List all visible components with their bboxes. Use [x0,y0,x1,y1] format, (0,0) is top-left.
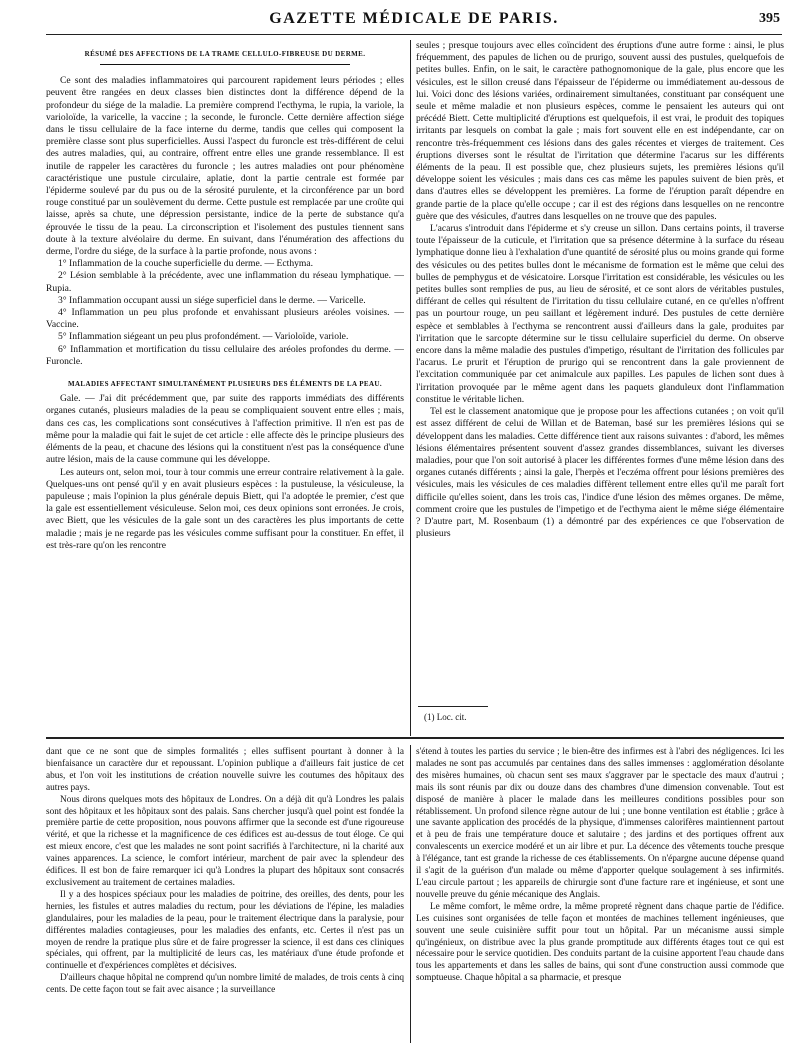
paragraph: dant que ce ne sont que de simples formalités ; elles suffisent pourtant à donner à la bienfaisance un caractère dur et repoussant. L'opinion publique a d'ailleurs fait justice de cet abus, et l'on voit les institutions de création nouvelle suivre les coutumes des hôpitaux des autres pays. [46,747,404,793]
bottom-left-column [46,747,404,1042]
paragraph: seules ; presque toujours avec elles coïncident des éruptions d'une autre forme : ainsi, le plus fréquemment, des papules de lichen ou de prurigo, souvent aussi des pustules, quelquefois de petites bulles. Enfin, on le sait, le caractère pathognomonique de la gale, plus encore que les vésicules, est le sillon creusé dans l'épaisseur de l'épiderme ou immédiatement au-dessous de lui. Voici donc des lésions variées, ordinairement simultanées, constituant par conséquent une seule et même maladie et non plusieurs espèces, comme le pensaient les auteurs qui ont précédé Biett. Cette multiplicité d'éruptions est quelquefois, il est vrai, le produit des topiques irritants par lesquels on combat la gale ; mais fort souvent elle en est indépendante, car on rencontre très-fréquemment ces lésions dans des gales récentes et vierges de traitement. Ces éruptions diverses sont le résultat de l'irritation que détermine l'acarus sur les différents éléments de la peau. Il est possible que, chez plusieurs sujets, les premières lésions qu'il développe soient les vésicules ; mais dans ces cas même les papules suivent de bien près, et dans d'autres elles se développent les premières. La forme de l'éruption paraît dépendre en grande partie de la place qu'elle occupe ; car il est des régions dans lesquelles on ne rencontre guère que des vésicules, d'autres dans lesquelles on ne trouve que des papules. [416,40,784,222]
paragraph: Nous dirons quelques mots des hôpitaux de Londres. On a déjà dit qu'à Londres les palais sont des hôpitaux et les hôpitaux sont des palais. Sans chercher jusqu'à quel point est fondée la première partie de cette proposition, nous pouvons affirmer que la seconde est d'une rigoureuse vérité, et que la richesse et la magnificence de ces édifices est au-dessus de tout éloge. Ce qui est mieux encore, c'est que les malades ne sont point sacrifiés à l'architecture, ni la charité aux vaines apparences. La science, le comfort intérieur, marchent de pair avec la splendeur des édifices. Il est bon de faire remarquer ici qu'à Londres la plupart des hôpitaux sont consacrés exclusivement au traitement de certaines maladies. [46,794,404,888]
paragraph: Il y a des hospices spéciaux pour les maladies de poitrine, des oreilles, des dents, pour les hernies, les fistules et autres maladies du rectum, pour les déviations de l'épine, les maladies glandulaires, pour les maladies de la peau, pour le traitement électrique dans la paralysie, pour différentes maladies contagieuses, pour les maladies des enfants, etc. Certes il n'est pas un moyen de rendre la pratique plus sûre et de faire progresser la science, il est dans ces cliniques spéciales, qui offrent, par la multiplicité de leurs cas, les matériaux d'une étude profonde et continuelle et d'expériences complètes et décisives. [46,889,404,972]
title-underline [100,64,351,65]
page-number: 395 [759,11,780,26]
left-column [46,48,404,728]
paragraph: L'acarus s'introduit dans l'épiderme et s'y creuse un sillon. Dans certains points, il traverse toute l'épaisseur de la cuticule, et l'irritation que sa présence détermine à la surface du réseau lymphatique donne lieu à l'exhalation d'une quantité de sérosité plus ou moins grande qui forme des vésicules ou des petites bulles dont le mécanisme de formation est le même que celui des bulles de pemphygus et de vésicatoire. Lorsque l'irritation est considérable, les vésicules ou les petites bulles sont remplies de pus, au lieu de sérosité, et ce sont alors de véritables pustules, différant de celles qui résultent de l'irritation du tissu cellulaire cutané, en ce qu'elles n'offrent pas un pourtour rouge, un peu saillant et légèrement induré. Des pustules de cette dernière espèce et semblables à l'ecthyma se rencontrent aussi d'ailleurs dans la gale, produites par l'irritation que le sarcopte détermine sur le tissu cellulaire superficiel du derme. On observe encore dans la même maladie des pustules d'impetigo, résultant de l'irritation des follicules par l'acarus. Le prurit et l'éruption de prurigo qui se rencontrent dans la gale proviennent de l'excitation communiquée par cet animalcule aux papilles. Les papules de lichen sont dues à l'irritation provoquée par le même agent dans les paquets glanduleux dont l'inflammation constitue le véritable lichen. [416,223,784,405]
list-item: 2° Lésion semblable à la précédente, avec une inflammation du réseau lymphatique. — Rupia. [46,270,404,294]
paragraph: Ce sont des maladies inflammatoires qui parcourent rapidement leurs périodes ; elles peuvent être rangées en deux classes bien distinctes dont la différence dépend de la profondeur du siége de la maladie. La première comprend l'ecthyma, le rupia, la variole, la varioloïde, la varicelle, la vaccine ; la seconde, le furoncle. Cette dernière affection siége dans le tissu cellulaire de la face interne du derme, tandis que celles qui composent la première classe sont plus superficielles. Aussi l'aspect du furoncle est très-différent de celui des autres maladies, qui, au contraire, offrent entre elles une grande ressemblance. Il est inutile de rappeler les caractères du furoncle ; les autres maladies ont pour phénomène caractéristique une pustule circulaire, aplatie, dont la partie centrale est formée par l'épiderme soulevé par du pus ou de la sérosité purulente, et la circonférence par un bord rouge constitué par un soulèvement du derme. Cette pustule est remplacée par une croûte qui laisse, après sa chute, une dépression persistante, indice de la perte de substance qu'a éprouvée le tissu de la peau. La circonscription et l'isolement des pustules tiennent sans doute à la texture alvéolaire du derme. En suivant, dans l'énumération des affections du derme, l'ordre du siége, de la surface à la partie profonde, nous avons : [46,75,404,258]
footnote-rule [418,706,488,707]
footnote: (1) Loc. cit. [424,712,467,722]
list-item: 3° Inflammation occupant aussi un siége superficiel dans le derme. — Varicelle. [58,294,366,306]
list-item: 4° Inflammation un peu plus profonde et envahissant plusieurs aréoles voisines. — Vaccine. [46,307,404,331]
paragraph: Le même comfort, le même ordre, la même propreté règnent dans chaque partie de l'édifice. Les cuisines sont organisées de telle façon et montées de machines tellement ingénieuses, que souvent une seule cuisinière suffit pour tout un hôpital. Par un mécanisme aussi simple qu'ingénieux, on distribue avec la plus grande promptitude aux différents étages tout ce qui est nécessaire pour le service quotidien. Des conduits partant de la cuisine apportent l'eau chaude dans tous les appartements et dans les salles de bains, qui sont d'une construction aussi commode que somptueuse. Chaque hôpital a sa pharmacie, et presque [416,901,784,984]
affection-list [46,258,404,368]
column-divider [410,40,411,736]
bottom-right-column [416,747,784,1042]
paragraph: Tel est le classement anatomique que je propose pour les affections cutanées ; on voit qu'il est assez différent de celui de Willan et de Bateman, basé sur les premières lésions qui se développent dans les maladies. Cette différence tient aux raisons suivantes : d'abord, les mêmes lésions élémentaires présentent souvent d'assez grandes dissemblances, suivant les diverses maladies, pour que l'on soit autorisé à placer les différentes formes d'une même lésion dans des organes cutanés différents ; ainsi la gale, l'herpès et l'eczéma offrent pour lésions premières des vésicules, mais les vésicules de ces maladies diffèrent tellement entre elles qu'il me paraît fort difficile qu'elles soient, dans les trois cas, l'indice d'une lésion des mêmes organes. De même, comment croire que les pustules de l'impetigo et de l'ecthyma aient le même siége élémentaire ? D'autre part, M. Rosenbaum (1) a démontré par des expériences ce que l'observation de plusieurs [416,406,784,540]
list-item: 5° Inflammation siégeant un peu plus profondément. — Varioloïde, variole. [58,331,349,343]
section-title: RÉSUMÉ DES AFFECTIONS DE LA TRAME CELLULO-FIBREUSE DU DERME. [84,50,366,58]
page-header [46,10,782,35]
list-item: 6° Inflammation et mortification du tissu cellulaire des aréoles profondes du derme. — Furoncle. [46,343,404,367]
paragraph: s'étend à toutes les parties du service ; le bien-être des infirmes est à l'abri des négligences. Ici les malades ne sont pas accumulés par centaines dans des salles immenses : agglomération désolante des misères humaines, où chacun sent ses maux s'aggraver par le spectacle des maux d'autrui ; mais ils sont réunis par dix ou douze dans des chambres d'une dimension convenable. Tout est disposé de manière à placer le malade dans les meilleures conditions possibles pour son rétablissement. Un profond silence règne autour de lui ; une bonne ventilation est établie ; grâce à une savante application des procédés de la physique, d'immenses calorifères maintiennent partout et à peu de frais une température douce et salutaire ; des jardins et des portiques offrent aux convalescents un exercice modéré et un air libre et pur. La décence des vêtements touche presque à l'élégance, tant est grande la richesse de ces établissements. On n'épargne aucune dépense quand il s'agit de la guérison d'un malade ou même d'apporter quelque soulagement à ses infirmités. L'eau circule partout ; les appareils de chirurgie sont d'une facture rare et ingénieuse, et sont une nouvelle preuve du génie mécanique des Anglais. [416,747,784,900]
paragraph: D'ailleurs chaque hôpital ne comprend qu'un nombre limité de malades, de trois cents à cinq cents. De cette façon tout se fait avec aisance ; la surveillance [46,973,404,996]
paragraph: Gale. — J'ai dit précédemment que, par suite des rapports immédiats des différents organes cutanés, plusieurs maladies de la peau se compliquaient souvent entre elles ; mais, dans ces cas, les complications sont consécutives à l'affection primitive. Il n'en est pas de même pour la maladie qui fait le sujet de cet article : elle affecte dès le principe plusieurs des éléments de la peau, et chacune des lésions qui la constituent n'est pas la conséquence d'une autre lésion, mais de la cause commune qui les développe. [46,393,404,466]
section-divider [46,737,784,739]
column-divider [410,745,411,1043]
section-title: MALADIES AFFECTANT SIMULTANÉMENT PLUSIEURS DES ÉLÉMENTS DE LA PEAU. [67,380,383,389]
list-item: 1° Inflammation de la couche superficielle du derme. — Ecthyma. [58,258,314,270]
paragraph: Les auteurs ont, selon moi, tour à tour commis une erreur contraire relativement à la gale. Quelques-uns ont pensé qu'il y en avait plusieurs espèces : la pustuleuse, la vésiculeuse, la papuleuse ; mais l'opinion la plus générale depuis Biett, qui l'a adoptée le premier, c'est que la gale est essentiellement vésiculeuse. Selon moi, ces deux opinions sont erronées. Je crois, avec Biett, que les vésicules de la gale sont un des caractères les plus importants de cette maladie ; mais je ne regarde pas les vésicules comme suffisant pour la constituer. En effet, il est très-rare qu'on les rencontre [46,466,404,551]
right-column [416,40,784,720]
journal-title: GAZETTE MÉDICALE DE PARIS. [269,10,559,27]
